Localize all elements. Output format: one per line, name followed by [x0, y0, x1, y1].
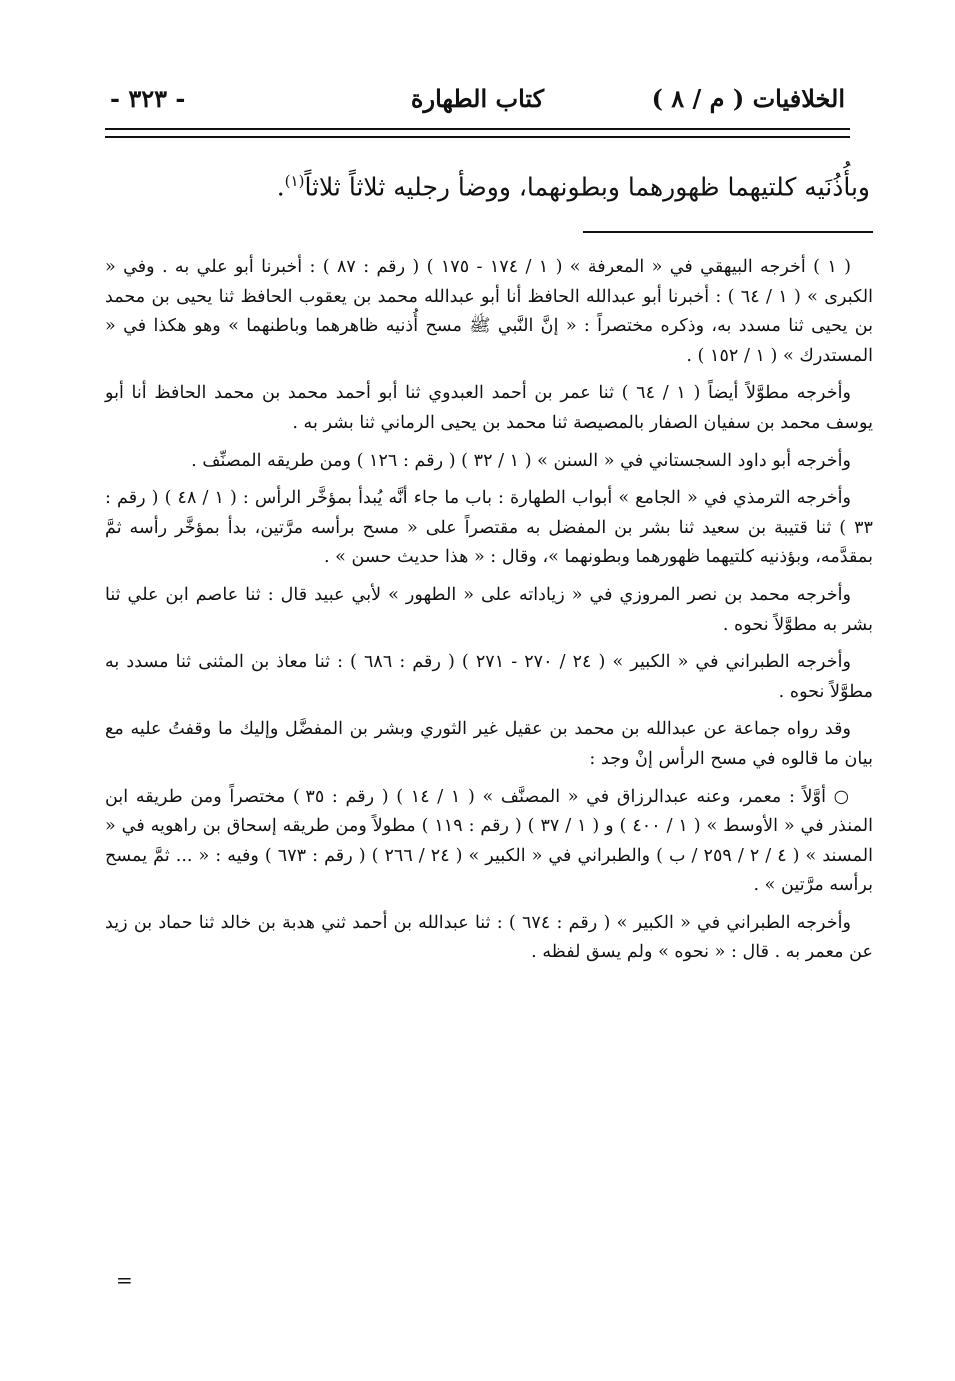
footnote-paragraph: وقد رواه جماعة عن عبدالله بن محمد بن عقيل غير الثوري وبشر بن المفضَّل وإليك ما وقفتُ عليه مع بيان ما قالوه في مسح الرأس إنْ وجد : [105, 719, 873, 769]
footnote-paragraph: وأخرجه الطبراني في « الكبير » ( ٢٤ / ٢٧٠ - ٢٧١ ) ( رقم : ٦٨٦ ) : ثنا معاذ بن المثنى ثنا مسدد به مطوَّلاً نحوه . [105, 652, 873, 702]
main-text: وبأُذُنَيه كلتيهما ظهورهما وبطونهما، ووضأ رجليه ثلاثاً ثلاثاً$^{(١)}$. [276, 172, 870, 202]
footnote-paragraph: وأخرجه مطوَّلاً أيضاً ( ١ / ٦٤ ) ثنا عمر بن أحمد العبدوي ثنا أبو أحمد محمد بن محمد الحافظ أنا أبو يوسف محمد بن سفيان الصفار بالمصيصة ثنا محمد بن يحيى الرماني ثنا بشر به . [105, 383, 873, 433]
footnote-separator [583, 231, 873, 233]
continuation-mark: = [116, 1268, 133, 1292]
header-book-title: كتاب الطهارة [410, 83, 545, 113]
page-header [110, 78, 845, 118]
footnote-paragraph: وأخرجه أبو داود السجستاني في « السنن » ( ١ / ٣٢ ) ( رقم : ١٢٦ ) ومن طريقه المصنِّف . [191, 450, 851, 471]
footnote-paragraph: ( ١ ) أخرجه البيهقي في « المعرفة » ( ١ / ١٧٤ - ١٧٥ ) ( رقم : ٨٧ ) : أخبرنا أبو علي به . وفي « الكبرى » ( ١ / ٦٤ ) : أخبرنا أبو عبدالله الحافظ أنا أبو عبدالله محمد بن يعقوب الحافظ ثنا يحيى بن محمد بن يحيى ثنا مسدد به، وذكره مختصراً : « إنَّ النَّبي ﷺ مسح أُذنيه ظاهرهما وباطنهما » وهو هكذا في « المستدرك » ( ١ / ١٥٢ ) . [105, 257, 873, 366]
footnote-paragraph: وأخرجه الطبراني في « الكبير » ( رقم : ٦٧٤ ) : ثنا عبدالله بن أحمد ثني هدبة بن خالد ثنا حماد بن زيد عن معمر به . قال : « نحوه » ولم يسق لفظه . [105, 912, 873, 963]
footnotes [105, 253, 873, 976]
footnote-paragraph: وأخرجه الترمذي في « الجامع » أبواب الطهارة : باب ما جاء أنَّه يُبدأ بمؤخَّر الرأس : ( ١ / ٤٨ ) ( رقم : ٣٣ ) ثنا قتيبة بن سعيد ثنا بشر بن المفضل به مقتصراً على « مسح برأسه مرَّتين، بدأ بمؤخَّر رأسه ثمَّ بمقدَّمه، وبؤذنيه كلتيهما ظهورهما وبطونهما »، وقال : « هذا حديث حسن » . [105, 488, 873, 568]
header-rule-bottom [105, 136, 850, 138]
main-text-body: وبأُذُنَيه كلتيهما ظهورهما وبطونهما، ووضأ رجليه ثلاثاً ثلاثاً [304, 172, 870, 202]
footnote-paragraph: وأخرجه محمد بن نصر المروزي في « زياداته على « الطهور » لأبي عبيد قال : ثنا عاصم ابن علي ثنا بشر به مطوَّلاً نحوه . [105, 584, 873, 635]
footnote-paragraph: ○ أوَّلاً : معمر، وعنه عبدالرزاق في « المصنَّف » ( ١ / ١٤ ) ( رقم : ٣٥ ) مختصراً ومن طريقه ابن المنذر في « الأوسط » ( ١ / ٤٠٠ ) و ( ١ / ٣٧ ) ( رقم : ١١٩ ) مطولاً ومن طريقه إسحاق بن راهويه في « المسند » ( ٤ / ٢ / ٢٥٩ / ب ) والطبراني في « الكبير » ( ٢٤ / ٢٦٦ ) ( رقم : ٦٧٣ ) وفيه : « ... ثمَّ يمسح برأسه مرَّتين » . [105, 786, 873, 896]
header-rule-top [105, 128, 850, 130]
footnote-marker: (١) [284, 172, 305, 190]
header-chapter-label: الخلافيات ( م / ٨ ) [651, 83, 845, 113]
page-number: - ٣٢٣ - [110, 83, 186, 113]
